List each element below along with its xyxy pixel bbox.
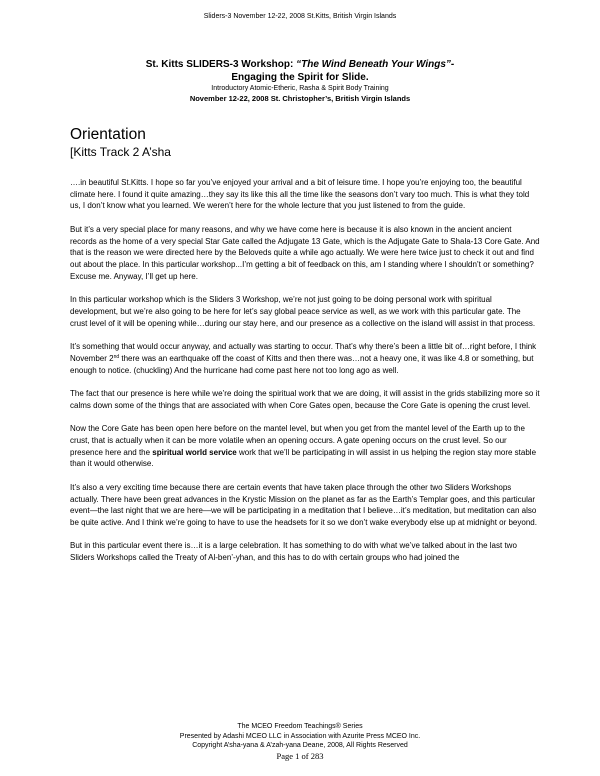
paragraph: ….in beautiful St.Kitts. I hope so far you’ve enjoyed your arrival and a bit of leisure time. I hope you’re enjoying too, the beautiful climate here. I found it quite amazing…they say its like this all the time like the seasons don’t vary too much. This is what they told us, I don’t know what you learned. We weren’t here for the whole lecture that you just listened to from the guide. [70, 178, 530, 211]
workshop-title-prefix: St. Kitts SLIDERS-3 Workshop: [145, 59, 297, 70]
bold-phrase: spiritual world service [152, 447, 237, 457]
paragraph [70, 341, 540, 376]
footer-copyright: Copyright A’sha-yana & A’zah-yana Deane, 2008, All Rights Reserved [192, 742, 408, 749]
page-footer [0, 722, 600, 762]
paragraph: The fact that our presence is here while we’re doing the spiritual work that we are doing, it will assist in the grids stabilizing more so it calms down some of the things that are associated with when Core Gates open, because the Core Gate is opening the crust level. [70, 389, 540, 410]
footer-presented: Presented by Adashi MCEO LLC in Association with Azurite Press MCEO Inc. [179, 732, 421, 740]
title-block [0, 58, 600, 104]
paragraph: In this particular workshop which is the Sliders 3 Workshop, we’re not just going to be doing personal work with spiritual development, but we’re also going to be here for let’s say global peace service as well, as we work with this particular gate. The crust level of it will be opening while…during our stay here, and our presence as a collective on the island will assist in that process. [70, 295, 536, 328]
workshop-dates: November 12-22, 2008 St. Christopher’s, British Virgin Islands [189, 94, 411, 103]
section-heading: Orientation [70, 126, 146, 143]
paragraph-text: there was an earthquake off the coast of Kitts and then there was…not a heavy one, it was like 4.8 or something, but enough to notice. (chuckling) And the hurricane had come past here not too long ago as well. [70, 353, 534, 375]
paragraph: But it’s a very special place for many reasons, and why we have come here is because it is also known in the ancient ancient records as the home of a very special Star Gate called the Adjugate 13 Gate, which is the Adjugate Gate to Shala-13 Core Gate. And that is the reason we were directed here by the Beloveds quite a while ago actually. We were here twice just to check it out and find out about the place. In this particular workshop...I’m getting a bit of feedback on this, am I standing where I shouldn’t or something? Excuse me. Anyway, I’ll get up here. [70, 224, 540, 281]
superscript: nd [113, 353, 120, 360]
paragraph [70, 423, 540, 470]
running-header: Sliders-3 November 12-22, 2008 St.Kitts, British Virgin Islands [203, 13, 397, 20]
paragraph-text: Now the Core Gate has been open here before on the mantel level, but when you get from the mantel level of the Earth up to the crust, that is actually when it can be more volatile when an opening occurs. A gate opening occurs on the crust level. So our presence here and the [70, 424, 525, 457]
workshop-title-quote: “The Wind Beneath Your Wings”- [296, 59, 455, 70]
paragraph-text: work that we’ll be participating in will assist in us helping the region stay more stable than it would otherwise. [70, 447, 537, 469]
workshop-description: Introductory Atomic-Etheric, Rasha & Spirit Body Training [211, 85, 389, 92]
transcript-body [70, 177, 540, 576]
workshop-subtitle-italic: Engaging the Spirit for Slide. [231, 72, 369, 83]
paragraph: But in this particular event there is…it is a large celebration. It has something to do with what we’ve talked about in the last two Sliders Workshops called the Treaty of Al-ben’-yhan, and this has to do with certain groups who had joined the [70, 541, 517, 563]
workshop-title [0, 58, 600, 71]
paragraph: It’s also a very exciting time because there are certain events that have taken place through the other two Sliders Workshops actually. There have been great advances in the Krystic Mission on the planet as far as the Earth’s Templar goes, and this particular event—the last night that we are here—we will be participating in a meditation that I believe…it’s meditation, but meditation can also be quite active. And I think we’re going to have to use the headsets for it so we don’t wake everybody else up at midnight or beyond. [70, 482, 537, 527]
paragraph-text: It’s something that would occur anyway, and actually was starting to occur. That’s why there’s been a little bit of…right before, I think November 2 [70, 342, 537, 363]
track-label: [Kitts Track 2 A’sha [70, 145, 171, 159]
page-number: Page 1 of 283 [276, 750, 324, 761]
footer-series: The MCEO Freedom Teachings® Series [237, 723, 363, 730]
